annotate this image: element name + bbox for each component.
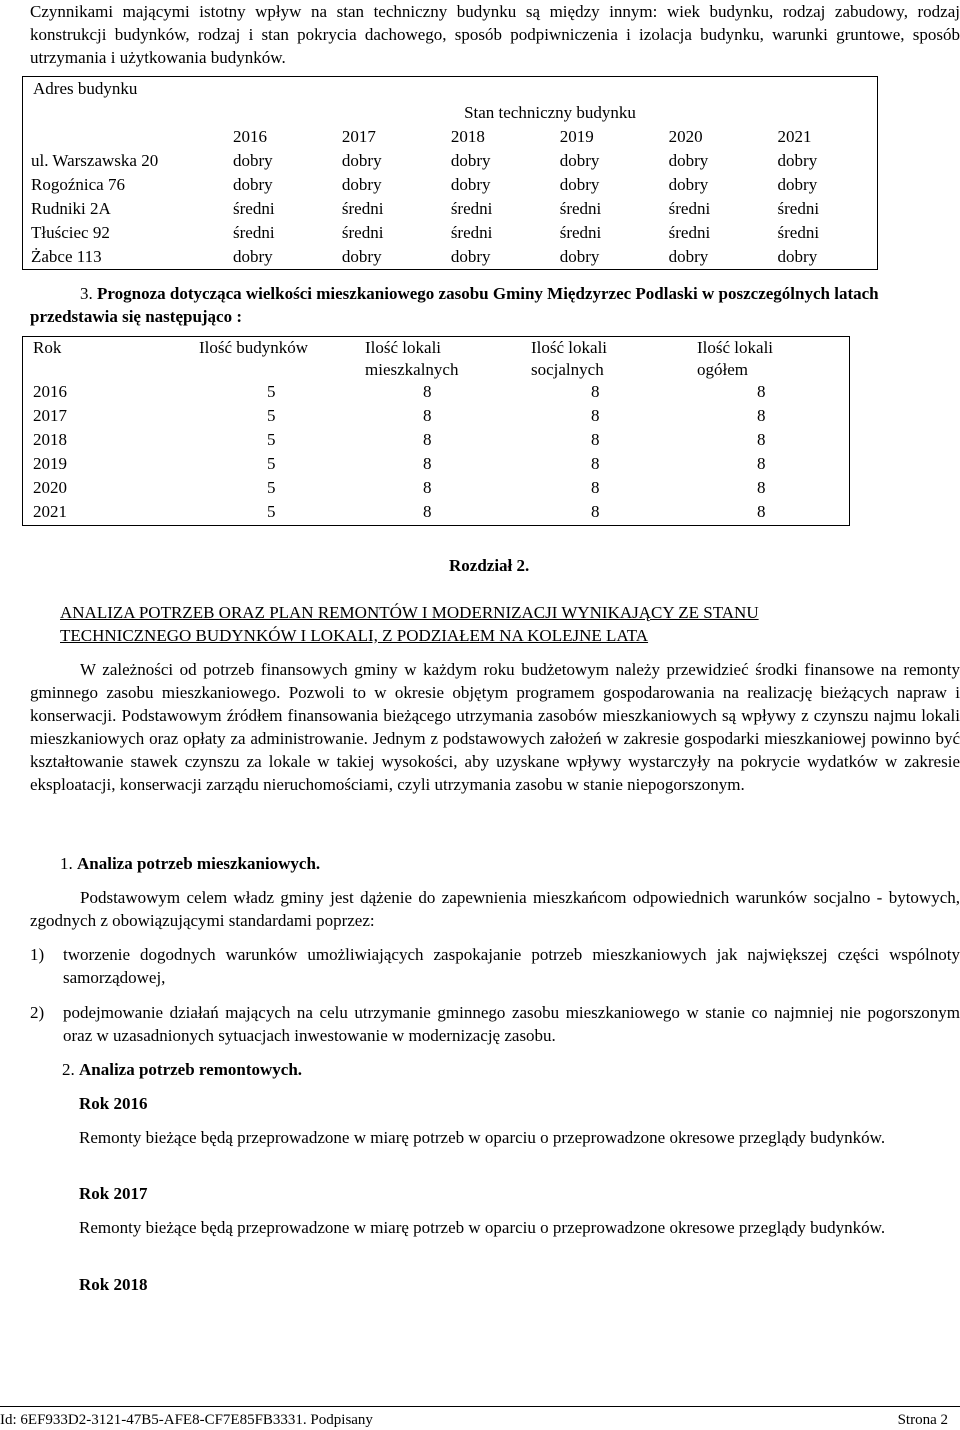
address-cell: Rogoźnica 76 (31, 175, 125, 194)
state-cell: dobry (559, 247, 600, 266)
list-text: podejmowanie działań mających na celu utrzymanie gminnego zasobu mieszkaniowego w stanie co najmniej nie pogorszonym oraz w uzasadnionych sytuacjach inwestowanie w modernizację zasobu. (63, 1003, 960, 1045)
table-row (23, 245, 878, 270)
state-header: Stan techniczny budynku (464, 103, 636, 122)
year-heading: Rok 2018 (79, 1275, 148, 1294)
year-cell: 2016 (233, 127, 267, 146)
total-cell: 8 (757, 430, 766, 449)
buildings-cell: 5 (267, 454, 276, 473)
state-cell: dobry (341, 247, 382, 266)
list-number: 1) (30, 945, 45, 964)
table-row (23, 149, 878, 173)
year-cell: 2020 (668, 127, 703, 146)
state-cell: dobry (777, 175, 818, 194)
flats-cell: 8 (423, 454, 432, 473)
flats-cell: 8 (423, 406, 432, 425)
state-cell: średni (668, 199, 711, 218)
state-cell: dobry (233, 247, 273, 266)
state-cell: dobry (668, 175, 709, 194)
header-cell: Ilość lokali ogółem (697, 338, 774, 379)
list-item (30, 1001, 960, 1047)
state-cell: średni (777, 199, 820, 218)
housing-forecast-table (22, 336, 850, 526)
subsection-1-body: Podstawowym celem władz gminy jest dążenie do zapewnienia mieszkańcom odpowiednich warunków socjalno - bytowych, zgodnych z obowiązującymi standardami poprzez: (30, 888, 960, 930)
list-text: tworzenie dogodnych warunków umożliwiających zaspokajanie potrzeb mieszkaniowych jak największej części wspólnoty samorządowej, (63, 945, 960, 987)
year-cell: 2017 (33, 406, 67, 425)
flats-cell: 8 (423, 430, 432, 449)
section-3-heading (30, 282, 960, 328)
state-cell: średni (559, 223, 602, 242)
state-cell: dobry (668, 151, 709, 170)
year-heading: Rok 2017 (79, 1184, 148, 1203)
total-cell: 8 (757, 502, 766, 521)
document-id: Id: 6EF933D2-3121-47B5-AFE8-CF7E85FB3331. Podpisany (0, 1412, 373, 1428)
state-cell: średni (450, 223, 493, 242)
address-cell: Tłuściec 92 (31, 223, 110, 242)
buildings-cell: 5 (267, 478, 276, 497)
flats-cell: 8 (423, 478, 432, 497)
year-cell: 2016 (33, 382, 67, 401)
year-cell: 2017 (341, 127, 376, 146)
header-cell: Rok (33, 338, 62, 357)
buildings-cell: 5 (267, 430, 276, 449)
header-row (23, 337, 850, 382)
state-cell: dobry (233, 175, 273, 194)
state-cell: dobry (450, 247, 491, 266)
table-row (23, 453, 850, 477)
chapter-label: Rozdział 2. (449, 556, 530, 575)
list-number: 2) (30, 1003, 45, 1022)
address-header: Adres budynku (33, 79, 138, 98)
subsection-1-title: Analiza potrzeb mieszkaniowych. (77, 854, 321, 873)
social-cell: 8 (591, 430, 600, 449)
address-cell: ul. Warszawska 20 (31, 151, 159, 170)
social-cell: 8 (591, 382, 600, 401)
state-cell: dobry (559, 151, 600, 170)
total-cell: 8 (757, 382, 766, 401)
chapter-body: W zależności od potrzeb finansowych gminy w każdym roku budżetowym należy przewidzieć środki finansowe na remonty gminnego zasobu mieszkaniowego. Pozwoli to w okresie objętym programem gospodarowania na realizację bieżących napraw i konserwacji. Podstawowym źródłem finansowania bieżącego utrzymania zasobów mieszkaniowych są wpływy z czynszu najmu lokali mieszkaniowych oraz opłaty za administrowanie. Jednym z podstawowych założeń w zakresie gospodarki mieszkaniowej powinno być kształtowanie stawek czynszu za lokale w takiej wysokości, aby uzyskane wpływy wystarczyły na pokrycie wydatków w zakresie eksploatacji, konserwacji zarządu nieruchomościami, czyli utrzymania zasobu w stanie niepogorszonym. (30, 660, 960, 794)
social-cell: 8 (591, 454, 600, 473)
table-row (23, 429, 850, 453)
subsection-1-heading (60, 852, 320, 875)
total-cell: 8 (757, 478, 766, 497)
subsection-2-number: 2. (62, 1060, 75, 1079)
state-cell: dobry (341, 175, 382, 194)
year-cell: 2019 (559, 127, 594, 146)
table-row (23, 477, 850, 501)
table-row (23, 501, 850, 526)
subsection-1-number: 1. (60, 854, 73, 873)
year-cell: 2021 (777, 127, 812, 146)
state-cell: średni (777, 223, 820, 242)
total-cell: 8 (757, 454, 766, 473)
state-cell: dobry (777, 151, 818, 170)
address-cell: Rudniki 2A (31, 199, 111, 218)
year-cell: 2018 (450, 127, 485, 146)
chapter-title-line-2: TECHNICZNEGO BUDYNKÓW I LOKALI, Z PODZIAŁEM NA KOLEJNE LATA (60, 626, 649, 645)
page-number: Strona 2 (897, 1412, 948, 1428)
chapter-title-line-1: ANALIZA POTRZEB ORAZ PLAN REMONTÓW I MODERNIZACJI WYNIKAJĄCY ZE STANU (60, 603, 759, 622)
years-row (23, 125, 878, 149)
state-cell: dobry (233, 151, 273, 170)
social-cell: 8 (591, 406, 600, 425)
state-cell: dobry (341, 151, 382, 170)
flats-cell: 8 (423, 382, 432, 401)
table-row (23, 173, 878, 197)
state-cell: średni (341, 199, 384, 218)
state-cell: dobry (450, 175, 491, 194)
year-cell: 2018 (33, 430, 67, 449)
state-cell: średni (341, 223, 384, 242)
social-cell: 8 (591, 502, 600, 521)
state-cell: dobry (559, 175, 600, 194)
buildings-cell: 5 (267, 502, 276, 521)
year-text: Remonty bieżące będą przeprowadzone w miarę potrzeb w oparciu o przeprowadzone okresowe przeglądy budynków. (79, 1128, 886, 1147)
subsection-2-title: Analiza potrzeb remontowych. (79, 1060, 303, 1079)
header-cell: Ilość lokali mieszkalnych (365, 338, 459, 379)
year-heading: Rok 2016 (79, 1094, 148, 1113)
header-cell: Ilość budynków (199, 338, 309, 357)
year-cell: 2019 (33, 454, 67, 473)
table-row (23, 405, 850, 429)
list-item (30, 943, 960, 989)
flats-cell: 8 (423, 502, 432, 521)
section-3-number: 3. (80, 284, 93, 303)
page-footer (0, 1406, 960, 1428)
state-cell: dobry (777, 247, 818, 266)
intro-paragraph: Czynnikami mającymi istotny wpływ na stan techniczny budynku są między innym: wiek budynku, rodzaj zabudowy, rodzaj konstrukcji budynków, rodzaj i stan pokrycia dachowego, sposób podpiwniczenia i izolacja budynku, warunki gruntowe, sposób utrzymania i użytkowania budynków. (30, 2, 960, 67)
state-cell: średni (233, 199, 275, 218)
year-cell: 2021 (33, 502, 67, 521)
subsection-2-heading (62, 1058, 302, 1081)
table-row (23, 381, 850, 405)
table-row (23, 221, 878, 245)
state-cell: średni (668, 223, 711, 242)
year-cell: 2020 (33, 478, 67, 497)
state-cell: dobry (450, 151, 491, 170)
year-text: Remonty bieżące będą przeprowadzone w miarę potrzeb w oparciu o przeprowadzone okresowe przeglądy budynków. (79, 1218, 886, 1237)
buildings-cell: 5 (267, 382, 276, 401)
table-row (23, 197, 878, 221)
header-cell: Ilość lokali socjalnych (531, 338, 608, 379)
state-cell: dobry (668, 247, 709, 266)
section-3-text: Prognoza dotycząca wielkości mieszkaniowego zasobu Gminy Międzyrzec Podlaski w poszczególnych latach przedstawia się następująco : (30, 284, 879, 326)
total-cell: 8 (757, 406, 766, 425)
state-cell: średni (450, 199, 493, 218)
address-cell: Żabce 113 (31, 247, 102, 266)
state-cell: średni (233, 223, 275, 242)
state-cell: średni (559, 199, 602, 218)
social-cell: 8 (591, 478, 600, 497)
buildings-cell: 5 (267, 406, 276, 425)
building-condition-table (22, 76, 878, 270)
